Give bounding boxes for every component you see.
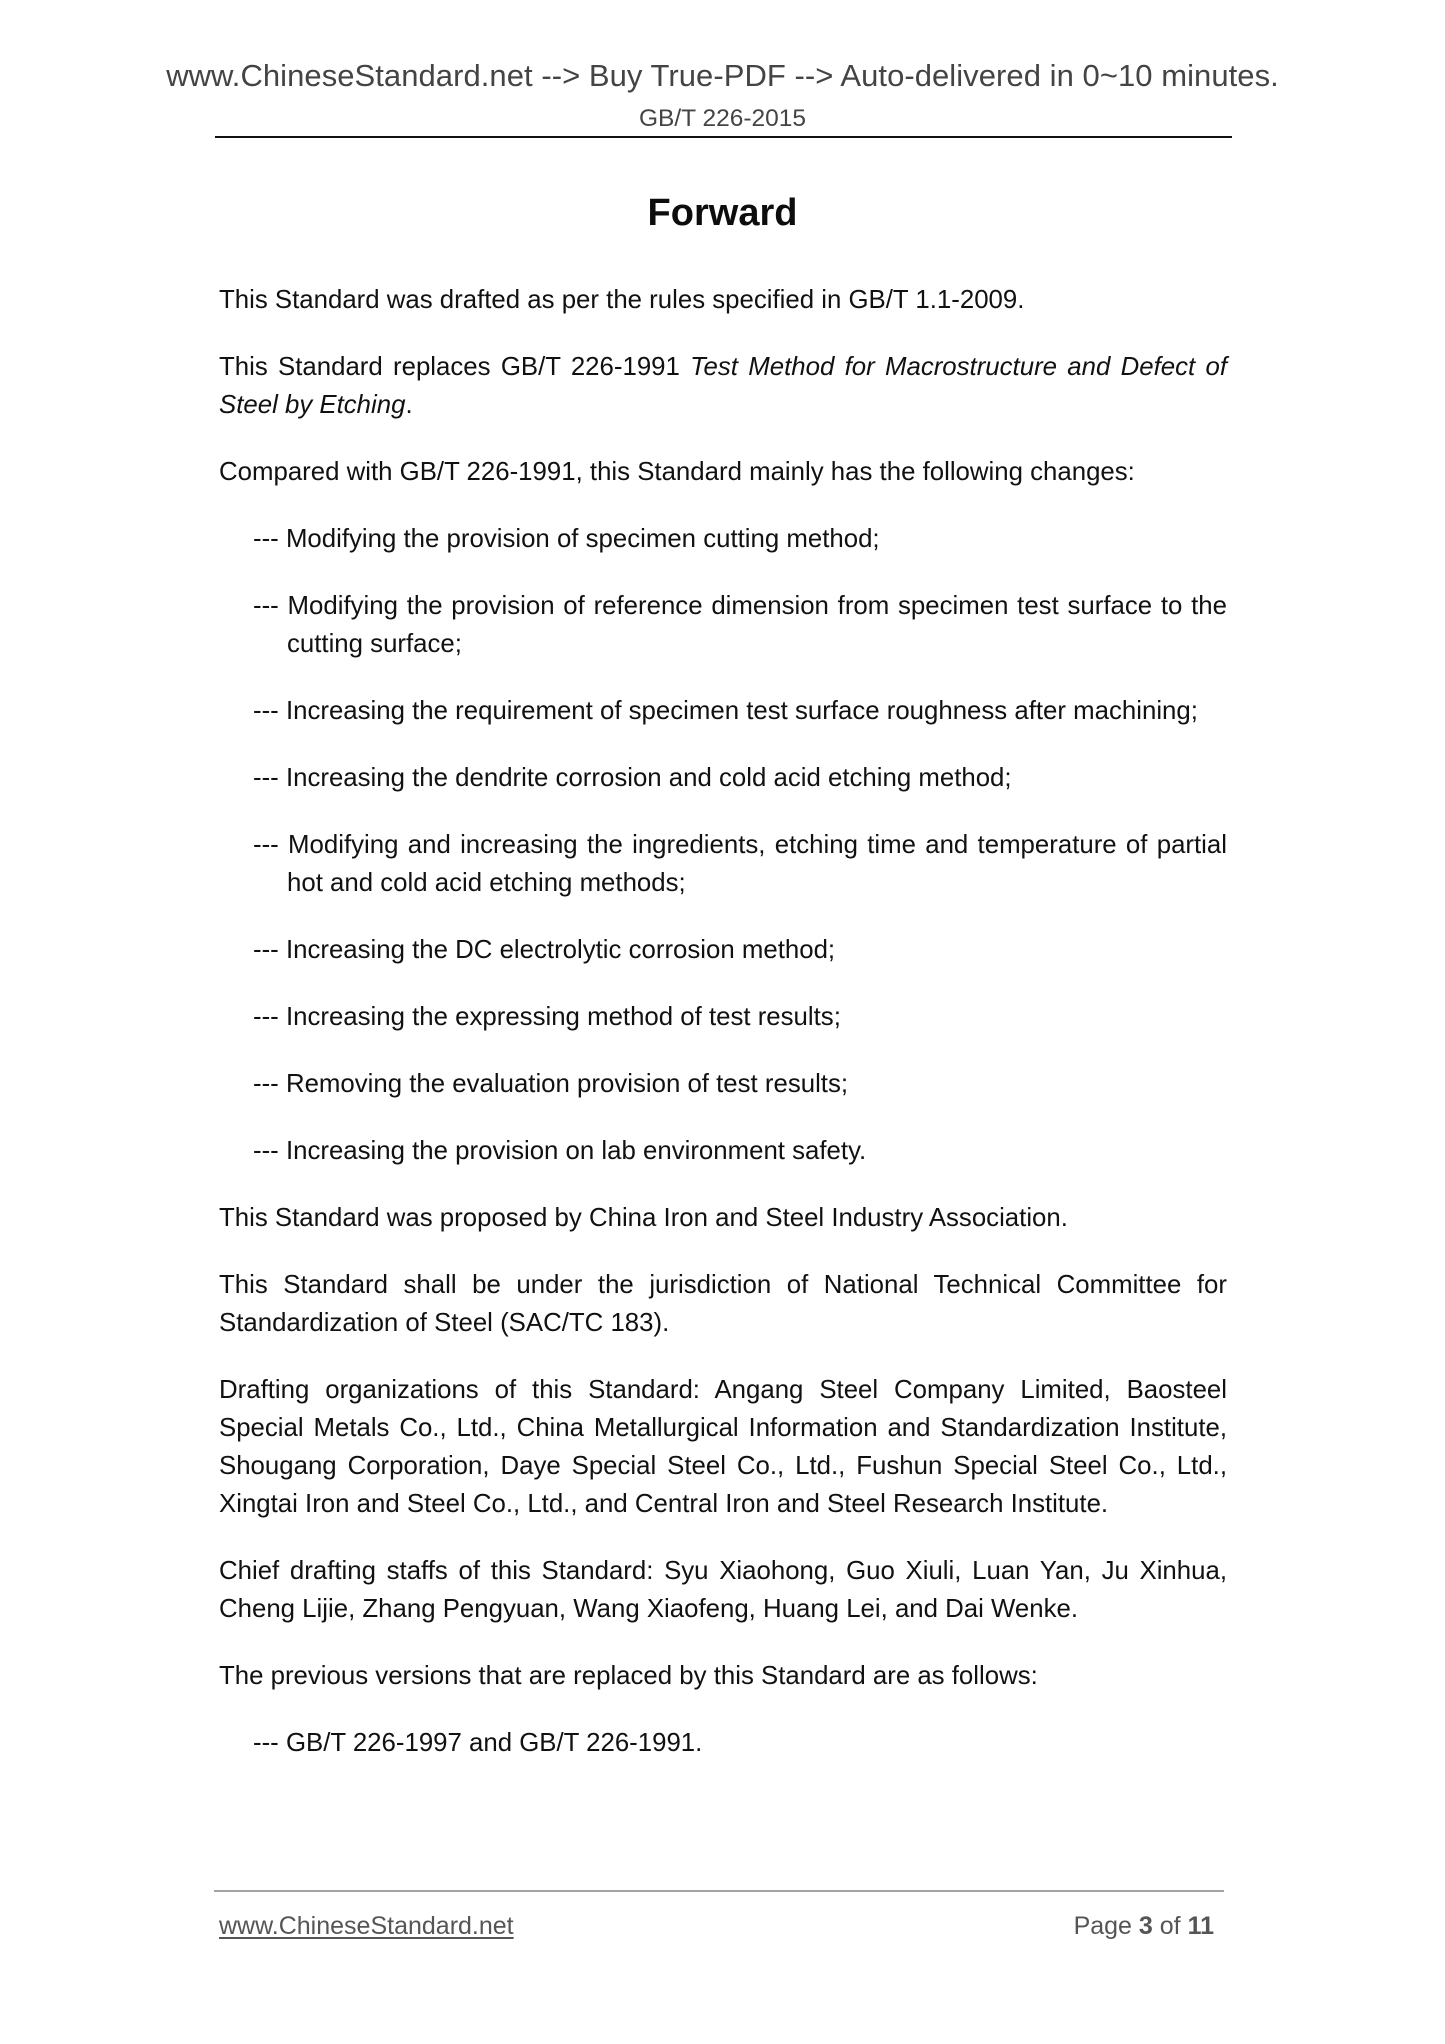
page-of-label: of <box>1152 1912 1188 1940</box>
list-item: --- Increasing the dendrite corrosion and cold acid etching method; <box>253 764 1012 792</box>
paragraph-drafting-organizations: Drafting organizations of this Standard: Angang Steel Company Limited, Baosteel Special Metals Co., Ltd., China Metallurgical Information and Standardization Institute, Shougang Corporation, Daye Special Steel Co., Ltd., Fushun Special Steel Co., Ltd., Xingtai Iron and Steel Co., Ltd., and Central Iron and Steel Research Institute. <box>219 1376 1227 1518</box>
replaces-lead: This Standard replaces GB/T 226-1991 <box>219 353 691 381</box>
list-item: --- Removing the evaluation provision of test results; <box>253 1070 849 1098</box>
list-item: --- Modifying and increasing the ingredients, etching time and temperature of partial hot and cold acid etching methods; <box>253 831 1227 897</box>
paragraph-jurisdiction: This Standard shall be under the jurisdiction of National Technical Committee for Standardization of Steel (SAC/TC 183). <box>219 1271 1227 1337</box>
list-item: --- Increasing the requirement of specimen test surface roughness after machining; <box>253 697 1198 725</box>
paragraph-replaces <box>219 348 1227 424</box>
paragraph-chief-drafters: Chief drafting staffs of this Standard: Syu Xiaohong, Guo Xiuli, Luan Yan, Ju Xinhua, Cheng Lijie, Zhang Pengyuan, Wang Xiaofeng, Huang Lei, and Dai Wenke. <box>219 1557 1227 1623</box>
header-banner: www.ChineseStandard.net --> Buy True-PDF --> Auto-delivered in 0~10 minutes. <box>166 58 1279 93</box>
paragraph-previous-versions-intro: The previous versions that are replaced by this Standard are as follows: <box>219 1662 1038 1690</box>
document-id: GB/T 226-2015 <box>638 105 807 132</box>
paragraph-drafting-rules: This Standard was drafted as per the rules specified in GB/T 1.1-2009. <box>219 286 1025 314</box>
footer-website-link[interactable]: www.ChineseStandard.net <box>219 1912 514 1940</box>
footer-divider <box>214 1890 1224 1892</box>
replaced-standard-title: Test Method for Macrostructure and Defect of Steel by Etching <box>219 353 1227 419</box>
list-item: --- Increasing the provision on lab environment safety. <box>253 1137 867 1165</box>
list-item: --- Modifying the provision of specimen cutting method; <box>253 525 880 553</box>
document-body <box>219 281 1227 1791</box>
page-current: 3 <box>1138 1912 1153 1940</box>
page-indicator <box>1074 1910 1214 1942</box>
page-label: Page <box>1073 1912 1139 1940</box>
paragraph-proposed-by: This Standard was proposed by China Iron and Steel Industry Association. <box>219 1204 1068 1232</box>
list-item: --- Modifying the provision of reference dimension from specimen test surface to the cutting surface; <box>253 592 1227 658</box>
paragraph-changes-intro: Compared with GB/T 226-1991, this Standard mainly has the following changes: <box>219 458 1135 486</box>
header-divider <box>215 136 1232 138</box>
page-total: 11 <box>1187 1912 1214 1940</box>
list-item: --- Increasing the expressing method of test results; <box>253 1003 841 1031</box>
page-title: Forward <box>647 192 798 234</box>
list-item: --- GB/T 226-1997 and GB/T 226-1991. <box>253 1729 703 1757</box>
replaces-tail: . <box>405 391 413 419</box>
list-item: --- Increasing the DC electrolytic corrosion method; <box>253 936 836 964</box>
